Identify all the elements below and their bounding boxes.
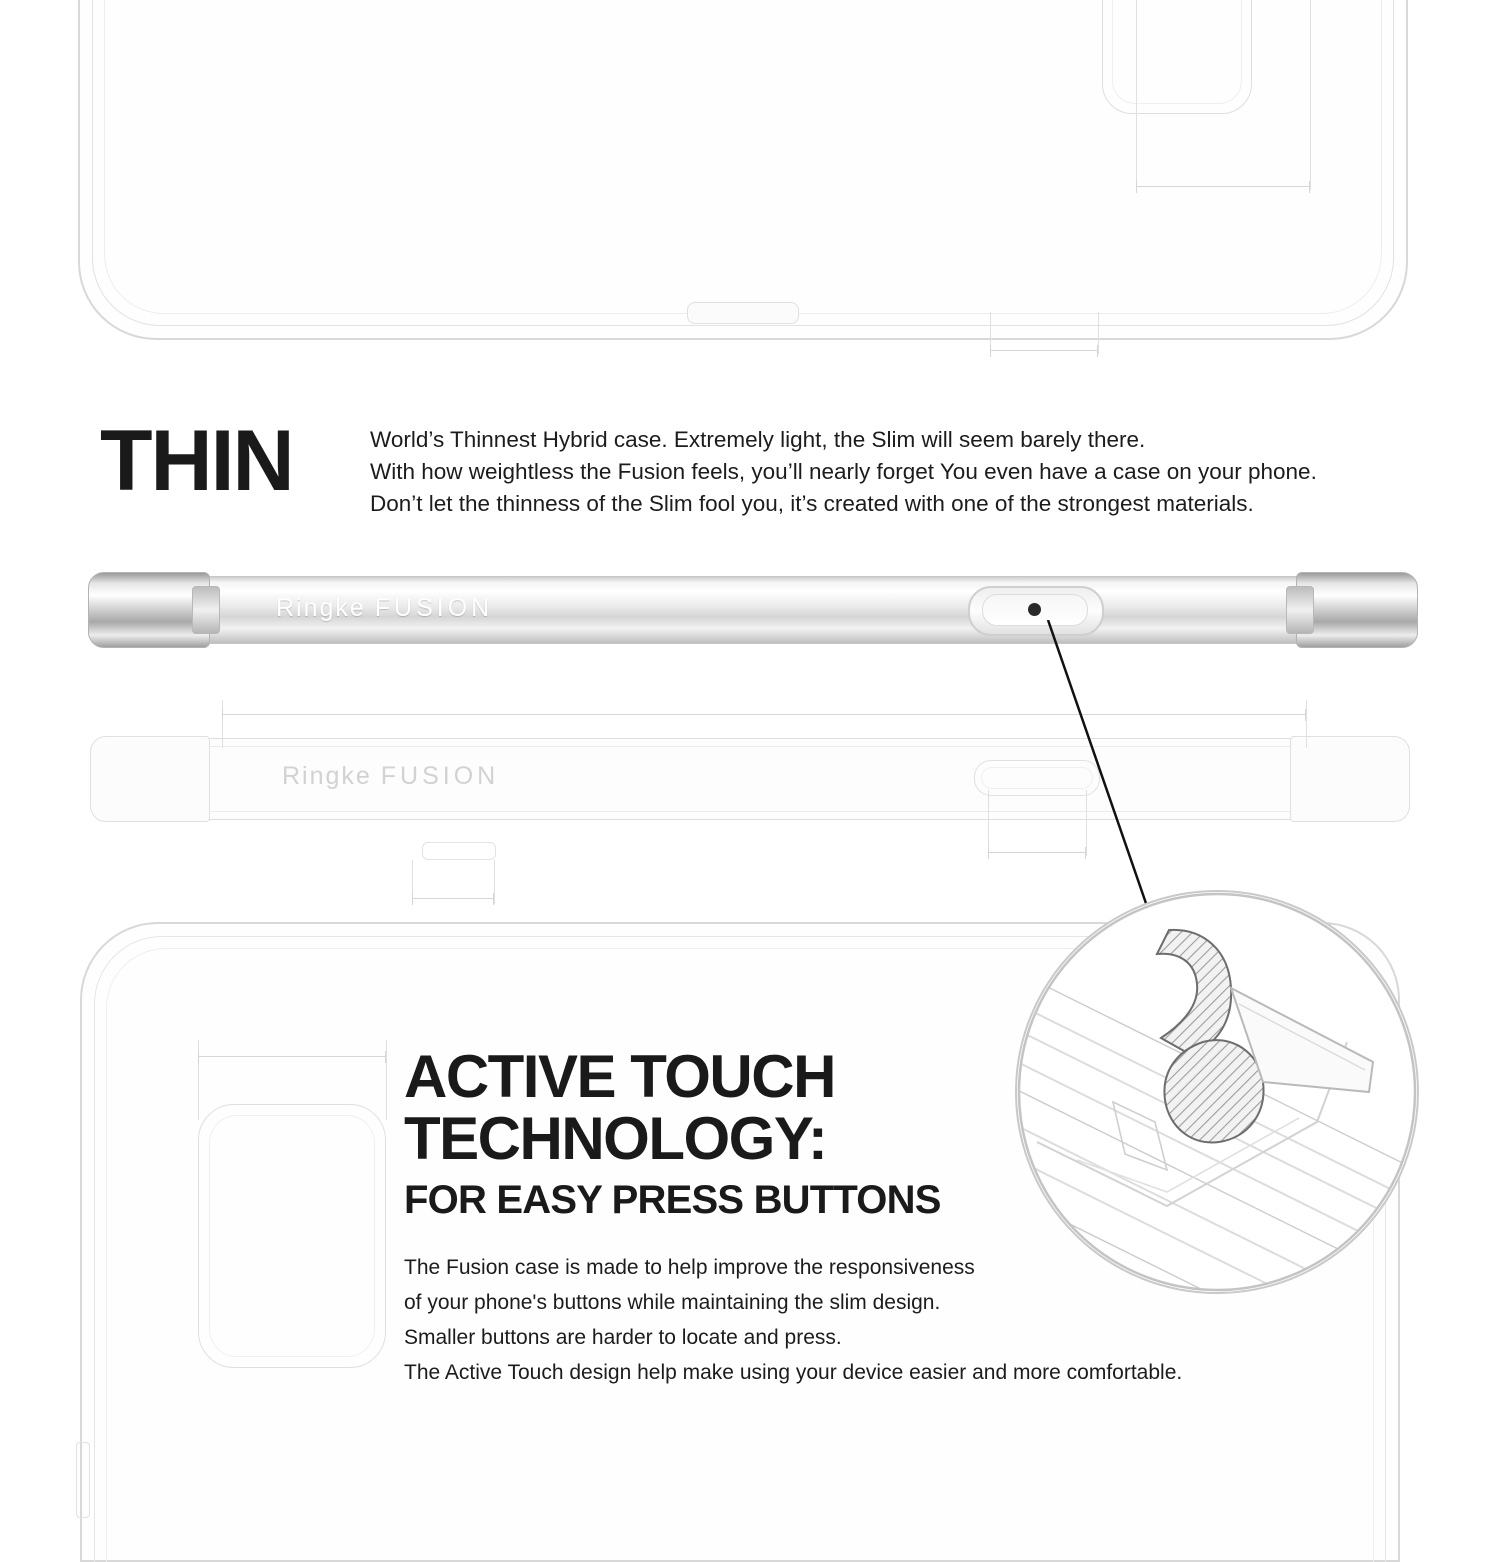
active-touch-body-line-4: The Active Touch design help make using your device easier and more comfortable.	[404, 1361, 1183, 1384]
bottom-dimension-line-camera	[198, 1056, 386, 1057]
thin-body-line-3: Don’t let the thinness of the Slim fool you, it’s created with one of the strongest materials.	[370, 491, 1254, 516]
thin-body-line-1: World’s Thinnest Hybrid case. Extremely light, the Slim will seem barely there.	[370, 427, 1146, 452]
thin-heading: THIN	[100, 413, 293, 509]
wireframe-left-cap	[90, 736, 210, 822]
thin-body-copy	[370, 424, 1430, 520]
side-profile-right-notch	[1286, 586, 1314, 634]
wireframe-power-button	[974, 760, 1100, 796]
wire-dim-guide-a	[222, 700, 223, 748]
camera-module-outline	[1102, 0, 1252, 114]
bottom-side-button-outline	[76, 1442, 90, 1518]
charging-port-cutout	[687, 302, 799, 324]
wireframe-brand-primary: Ringke	[282, 762, 372, 790]
wire-dim-guide-b	[1306, 700, 1307, 748]
wire-dim-guide-f	[494, 860, 495, 904]
active-touch-subheading: FOR EASY PRESS BUTTONS	[404, 1178, 941, 1222]
dimension-line-camera	[1136, 186, 1310, 187]
side-profile-left-notch	[192, 586, 220, 634]
top-phone-back-illustration	[78, 0, 1408, 340]
magnified-button-cross-section-icon	[1015, 890, 1419, 1294]
power-button-dot-icon	[1028, 603, 1041, 616]
active-touch-body-line-3: Smaller buttons are harder to locate and press.	[404, 1326, 842, 1349]
active-touch-heading-line1: ACTIVE TOUCH	[404, 1043, 835, 1110]
active-touch-body-line-2: of your phone's buttons while maintaining the slim design.	[404, 1291, 941, 1314]
brand-name-primary: Ringke	[276, 594, 366, 622]
active-touch-body-line-1: The Fusion case is made to help improve the responsiveness	[404, 1256, 975, 1279]
phone-side-profile-wireframe	[90, 718, 1410, 838]
bottom-camera-module-outline	[198, 1104, 386, 1368]
wire-dimension-line-width	[222, 714, 1306, 715]
phone-side-profile-render	[88, 568, 1418, 652]
wire-dim-guide-d	[1086, 790, 1087, 856]
side-profile-brand-logo	[276, 594, 493, 623]
wireframe-brand-logo	[282, 762, 499, 791]
wireframe-right-cap	[1290, 736, 1410, 822]
wire-dimension-line-port	[412, 898, 494, 899]
dimension-guide-right	[1310, 0, 1311, 190]
active-touch-section	[404, 1043, 1183, 1390]
active-touch-heading-line2: TECHNOLOGY:	[404, 1105, 827, 1172]
wireframe-brand-secondary: FUSION	[380, 762, 500, 790]
dimension-guide-port-right	[1098, 312, 1099, 354]
dimension-line-port	[990, 350, 1098, 351]
wire-dimension-line-button	[988, 852, 1086, 853]
thin-body-line-2: With how weightless the Fusion feels, you’ll nearly forget You even have a case on your phone.	[370, 459, 1317, 484]
bottom-dim-guide-b	[386, 1040, 387, 1120]
brand-name-secondary: FUSION	[374, 594, 494, 622]
wireframe-bottom-port	[422, 842, 496, 860]
dimension-guide-left	[1136, 0, 1137, 190]
side-profile-right-cap	[1296, 572, 1418, 648]
